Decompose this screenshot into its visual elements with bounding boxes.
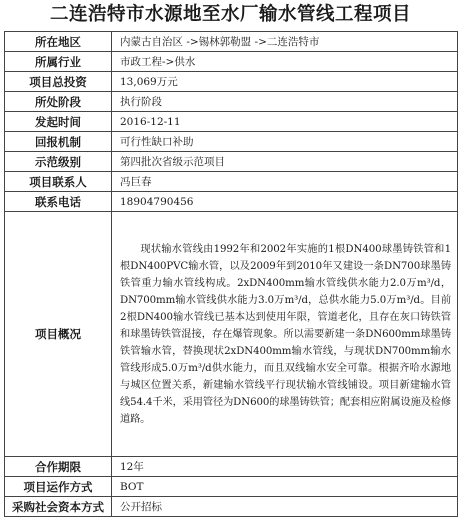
table-row-contact-phone bbox=[5, 192, 458, 212]
industry-value: 市政工程->供水 bbox=[112, 52, 458, 72]
operation-mode-label: 项目运作方式 bbox=[5, 477, 112, 497]
table-row-industry bbox=[5, 52, 458, 72]
launch-date-label: 发起时间 bbox=[5, 112, 112, 132]
page-title: 二连浩特市水源地至水厂输水管线工程项目 bbox=[49, 4, 411, 25]
cooperation-term-label: 合作期限 bbox=[5, 457, 112, 477]
table-row-operation-mode bbox=[5, 477, 458, 497]
stage-label: 所处阶段 bbox=[5, 92, 112, 112]
contact-person-label: 项目联系人 bbox=[5, 172, 112, 192]
stage-value: 执行阶段 bbox=[112, 92, 458, 112]
table-row-total-investment bbox=[5, 72, 458, 92]
table-row-return-mechanism bbox=[5, 132, 458, 152]
table-row-region bbox=[5, 32, 458, 52]
contact-person-value: 冯巨春 bbox=[112, 172, 458, 192]
total-investment-value: 13,069万元 bbox=[112, 72, 458, 92]
procurement-method-value: 公开招标 bbox=[112, 497, 458, 517]
demo-level-value: 第四批次省级示范项目 bbox=[112, 152, 458, 172]
operation-mode-value: BOT bbox=[112, 477, 458, 497]
table-row-demo-level bbox=[5, 152, 458, 172]
table-row-procurement-method bbox=[5, 497, 458, 517]
table-row-contact-person bbox=[5, 172, 458, 192]
return-mechanism-label: 回报机制 bbox=[5, 132, 112, 152]
industry-label: 所属行业 bbox=[5, 52, 112, 72]
overview-label: 项目概况 bbox=[5, 212, 112, 457]
table-row-launch-date bbox=[5, 112, 458, 132]
table-row-overview bbox=[5, 212, 458, 457]
table-row-cooperation-term bbox=[5, 457, 458, 477]
region-label: 所在地区 bbox=[5, 32, 112, 52]
contact-phone-value: 18904790456 bbox=[112, 192, 458, 212]
launch-date-value: 2016-12-11 bbox=[112, 112, 458, 132]
region-value: 内蒙古自治区 ->锡林郭勒盟 ->二连浩特市 bbox=[112, 32, 458, 52]
demo-level-label: 示范级别 bbox=[5, 152, 112, 172]
total-investment-label: 项目总投资 bbox=[5, 72, 112, 92]
cooperation-term-value: 12年 bbox=[112, 457, 458, 477]
procurement-method-label: 采购社会资本方式 bbox=[5, 497, 112, 517]
table-row-stage bbox=[5, 92, 458, 112]
return-mechanism-value: 可行性缺口补助 bbox=[112, 132, 458, 152]
project-info-table bbox=[4, 31, 458, 517]
overview-value: 现状输水管线由1992年和2002年实施的1根DN400球墨铸铁管和1根DN400PVC输水管，以及2009年到2010年又建设一条DN700球墨铸铁管重力输水管线构成。2xDN400mm输水管线供水能力2.0万m³/d，DN700mm输水管线供水能力3.0万m³/d，总供水能力5.0万m³/d。目前2根DN400输水管线已基本达到使用年限，管道老化，且存在灰口铸铁管和球墨铸铁管混接，存在爆管现象。所以需要新建一条DN600mm球墨铸铁管输水管，替换现状2xDN400mm输水管线，与现状DN700mm输水管线形成5.0万m³/d供水能力，而且双线输水安全可靠。根据齐哈水源地与城区位置关系，新建输水管线平行现状输水管线铺设。项目新建输水管线54.4千米，采用管径为DN600的球墨铸铁管；配套相应附属设施及检修道路。 bbox=[112, 212, 458, 457]
contact-phone-label: 联系电话 bbox=[5, 192, 112, 212]
